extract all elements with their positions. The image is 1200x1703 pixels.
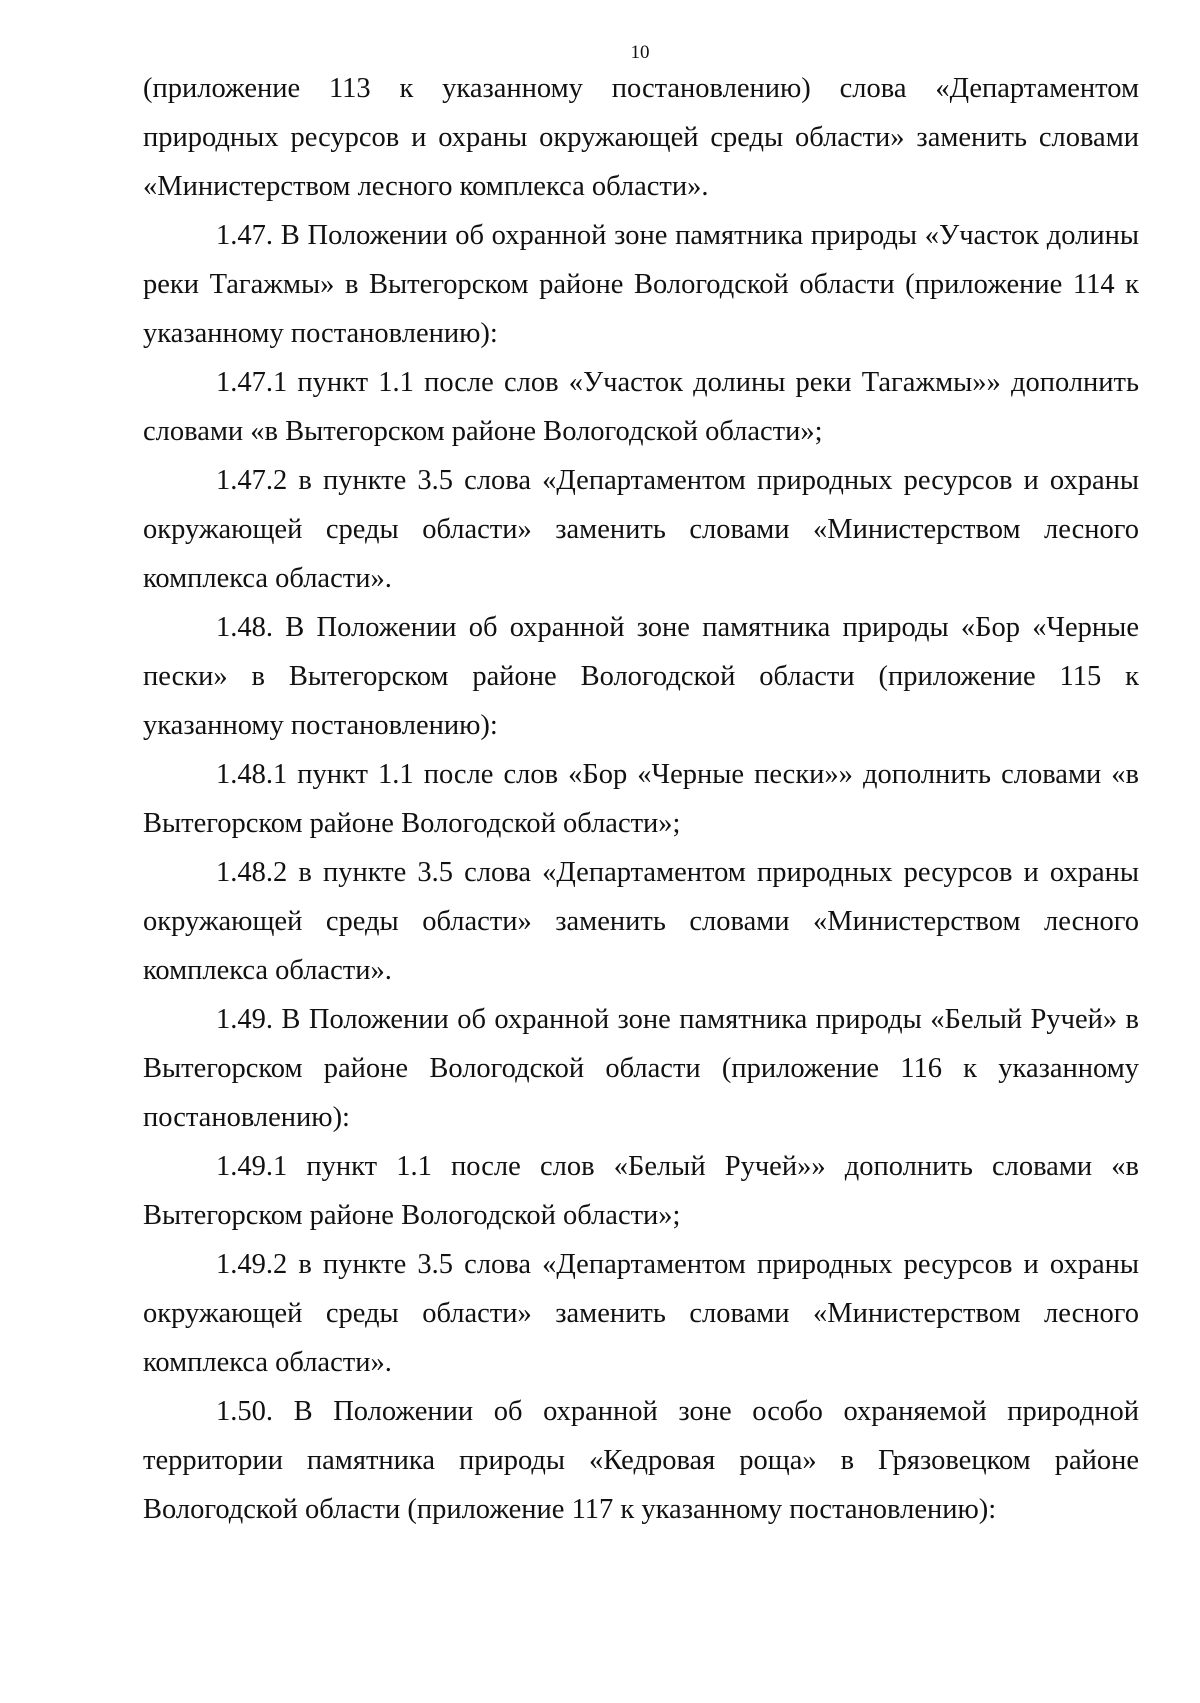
page-number: 10 <box>630 42 650 63</box>
paragraph-1-47: 1.47. В Положении об охранной зоне памятника природы «Участок долины реки Тагажмы» в Вытегорском районе Вологодской области (приложение 114 к указанному постановлению): <box>143 220 1139 349</box>
paragraph-1-48: 1.48. В Положении об охранной зоне памятника природы «Бор «Черные пески» в Вытегорском районе Вологодской области (приложение 115 к указанному постановлению): <box>143 612 1139 741</box>
document-body <box>143 64 1139 1534</box>
paragraph-1-50: 1.50. В Положении об охранной зоне особо охраняемой природной территории памятника природы «Кедровая роща» в Грязовецком районе Вологодской области (приложение 117 к указанному постановлению): <box>143 1396 1139 1525</box>
paragraph-1-47-1: 1.47.1 пункт 1.1 после слов «Участок долины реки Тагажмы»» дополнить словами «в Вытегорском районе Вологодской области»; <box>143 367 1139 447</box>
paragraph-1-49-1: 1.49.1 пункт 1.1 после слов «Белый Ручей»» дополнить словами «в Вытегорском районе Вологодской области»; <box>143 1151 1139 1231</box>
paragraph-continuation-1-46: (приложение 113 к указанному постановлению) слова «Департаментом природных ресурсов и охраны окружающей среды области» заменить словами «Министерством лесного комплекса области». <box>143 73 1139 202</box>
paragraph-1-49-2: 1.49.2 в пункте 3.5 слова «Департаментом природных ресурсов и охраны окружающей среды области» заменить словами «Министерством лесного комплекса области». <box>143 1249 1139 1378</box>
paragraph-1-49: 1.49. В Положении об охранной зоне памятника природы «Белый Ручей» в Вытегорском районе Вологодской области (приложение 116 к указанному постановлению): <box>143 1004 1139 1133</box>
paragraph-1-48-2: 1.48.2 в пункте 3.5 слова «Департаментом природных ресурсов и охраны окружающей среды области» заменить словами «Министерством лесного комплекса области». <box>143 857 1139 986</box>
paragraph-1-48-1: 1.48.1 пункт 1.1 после слов «Бор «Черные пески»» дополнить словами «в Вытегорском районе Вологодской области»; <box>143 759 1139 839</box>
paragraph-1-47-2: 1.47.2 в пункте 3.5 слова «Департаментом природных ресурсов и охраны окружающей среды области» заменить словами «Министерством лесного комплекса области». <box>143 465 1139 594</box>
